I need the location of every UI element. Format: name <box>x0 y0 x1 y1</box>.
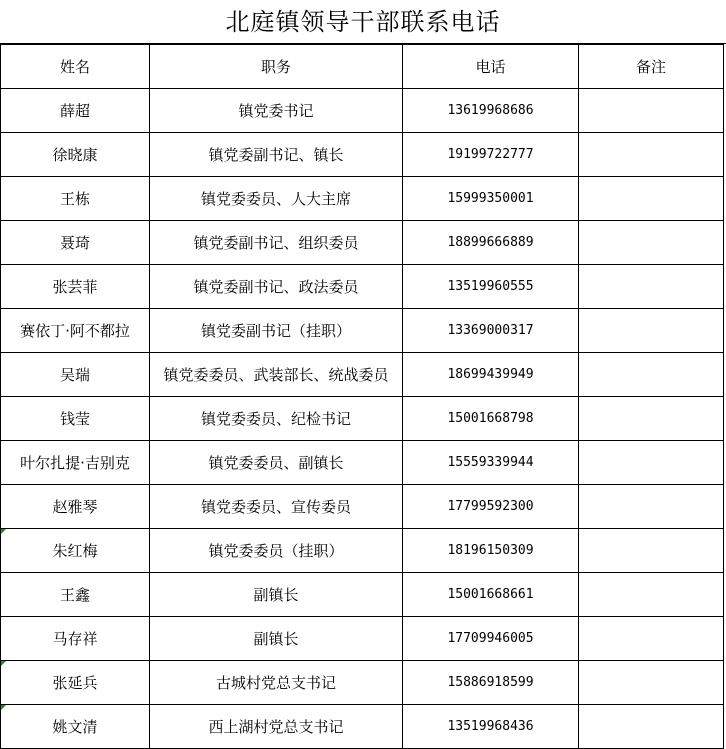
header-name[interactable]: 姓名 <box>1 45 150 89</box>
cell-position[interactable]: 镇党委副书记、政法委员 <box>150 265 403 309</box>
cell-phone[interactable]: 17709946005 <box>403 617 579 661</box>
cell-phone[interactable]: 13519960555 <box>403 265 579 309</box>
cell-phone[interactable]: 18196150309 <box>403 529 579 573</box>
cell-position[interactable]: 镇党委委员、副镇长 <box>150 441 403 485</box>
table-row <box>1 397 724 441</box>
cell-phone[interactable]: 18899666889 <box>403 221 579 265</box>
table-row <box>1 89 724 133</box>
cell-name[interactable]: 钱莹 <box>1 397 150 441</box>
table-row <box>1 617 724 661</box>
table-row <box>1 353 724 397</box>
cell-note[interactable] <box>579 397 724 441</box>
header-row <box>1 45 724 89</box>
cell-name[interactable]: 赛依丁·阿不都拉 <box>1 309 150 353</box>
cell-position[interactable]: 镇党委委员、人大主席 <box>150 177 403 221</box>
table-row <box>1 441 724 485</box>
header-phone[interactable]: 电话 <box>403 45 579 89</box>
cell-phone[interactable]: 15886918599 <box>403 661 579 705</box>
cell-name-text: 张延兵 <box>52 674 98 692</box>
cell-note[interactable] <box>579 617 724 661</box>
cell-position[interactable]: 副镇长 <box>150 573 403 617</box>
cell-phone[interactable]: 17799592300 <box>403 485 579 529</box>
table-row <box>1 133 724 177</box>
cell-note[interactable] <box>579 485 724 529</box>
cell-note[interactable] <box>579 661 724 705</box>
cell-name[interactable]: 张芸菲 <box>1 265 150 309</box>
cell-position[interactable]: 镇党委副书记（挂职） <box>150 309 403 353</box>
cell-note[interactable] <box>579 133 724 177</box>
cell-note[interactable] <box>579 529 724 573</box>
document-title: 北庭镇领导干部联系电话 <box>0 0 726 44</box>
cell-name[interactable]: 吴瑞 <box>1 353 150 397</box>
contacts-table <box>0 44 724 749</box>
cell-position[interactable]: 古城村党总支书记 <box>150 661 403 705</box>
header-position[interactable]: 职务 <box>150 45 403 89</box>
table-row <box>1 309 724 353</box>
header-note[interactable]: 备注 <box>579 45 724 89</box>
cell-note[interactable] <box>579 573 724 617</box>
cell-note[interactable] <box>579 89 724 133</box>
cell-note[interactable] <box>579 265 724 309</box>
comment-marker-icon <box>1 661 6 666</box>
cell-name[interactable]: 徐晓康 <box>1 133 150 177</box>
cell-name[interactable]: 薛超 <box>1 89 150 133</box>
table-row <box>1 177 724 221</box>
comment-marker-icon <box>1 529 6 534</box>
cell-position[interactable]: 镇党委委员（挂职） <box>150 529 403 573</box>
table-row <box>1 265 724 309</box>
cell-name[interactable]: 叶尔扎提·吉别克 <box>1 441 150 485</box>
cell-phone[interactable]: 18699439949 <box>403 353 579 397</box>
cell-note[interactable] <box>579 353 724 397</box>
cell-position[interactable]: 镇党委委员、武装部长、统战委员 <box>150 353 403 397</box>
cell-phone[interactable]: 15559339944 <box>403 441 579 485</box>
cell-note[interactable] <box>579 309 724 353</box>
cell-position[interactable]: 镇党委委员、纪检书记 <box>150 397 403 441</box>
cell-name[interactable]: 王鑫 <box>1 573 150 617</box>
cell-name[interactable]: 王栋 <box>1 177 150 221</box>
cell-position[interactable]: 西上湖村党总支书记 <box>150 705 403 749</box>
table-row <box>1 485 724 529</box>
cell-position[interactable]: 镇党委书记 <box>150 89 403 133</box>
comment-marker-icon <box>1 705 6 710</box>
cell-position[interactable]: 副镇长 <box>150 617 403 661</box>
cell-name[interactable] <box>1 529 150 573</box>
table-row <box>1 573 724 617</box>
cell-name[interactable] <box>1 661 150 705</box>
cell-name[interactable] <box>1 705 150 749</box>
cell-note[interactable] <box>579 221 724 265</box>
cell-name[interactable]: 赵雅琴 <box>1 485 150 529</box>
cell-name[interactable]: 聂琦 <box>1 221 150 265</box>
cell-phone[interactable]: 15999350001 <box>403 177 579 221</box>
cell-phone[interactable]: 19199722777 <box>403 133 579 177</box>
cell-name-text: 朱红梅 <box>52 542 98 560</box>
table-row <box>1 221 724 265</box>
cell-phone[interactable]: 15001668798 <box>403 397 579 441</box>
cell-position[interactable]: 镇党委委员、宣传委员 <box>150 485 403 529</box>
table-row <box>1 529 724 573</box>
cell-phone[interactable]: 13369000317 <box>403 309 579 353</box>
cell-phone[interactable]: 15001668661 <box>403 573 579 617</box>
table-row <box>1 661 724 705</box>
table-row <box>1 705 724 749</box>
cell-note[interactable] <box>579 177 724 221</box>
cell-name-text: 姚文清 <box>52 718 98 736</box>
cell-position[interactable]: 镇党委副书记、组织委员 <box>150 221 403 265</box>
cell-position[interactable]: 镇党委副书记、镇长 <box>150 133 403 177</box>
cell-note[interactable] <box>579 705 724 749</box>
cell-note[interactable] <box>579 441 724 485</box>
cell-phone[interactable]: 13619968686 <box>403 89 579 133</box>
cell-name[interactable]: 马存祥 <box>1 617 150 661</box>
cell-phone[interactable]: 13519968436 <box>403 705 579 749</box>
